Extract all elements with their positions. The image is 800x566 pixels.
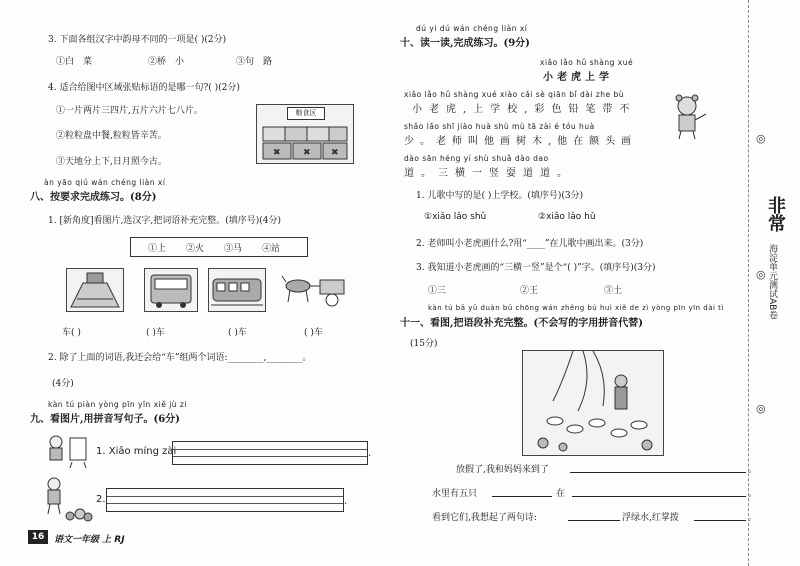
bus-picture	[144, 268, 198, 312]
s9q1-prompt: 1. Xiǎo míng zài	[96, 446, 177, 457]
spine-title: 海淀单元测试AB卷	[767, 244, 777, 320]
sec10-pinyin: dú yi dú wán chéng liàn xí	[416, 24, 528, 33]
s9q2-prompt: 2.	[96, 494, 106, 505]
poem-title: 小老虎上学	[543, 72, 613, 83]
s10q1-option-1: ①xiǎo lǎo shǔ	[424, 212, 487, 222]
boy-watering-picture	[40, 476, 94, 522]
q3-option-3: ③句 路	[236, 57, 273, 67]
guide-line	[107, 503, 343, 504]
blank-3[interactable]: ( )车	[228, 328, 247, 338]
s10q3-option-1: ①三	[428, 286, 447, 296]
fill-2-text: 水里有五只	[432, 489, 478, 499]
period-2: .	[344, 496, 348, 507]
s10q3-option-2: ②王	[520, 286, 539, 296]
poem-line-3-pinyin: dào sān héng yí shù shuǎ dào dao	[404, 154, 549, 163]
station-drawing	[67, 269, 123, 311]
blank-4[interactable]: ( )车	[304, 328, 323, 338]
page-number: 16	[28, 530, 48, 544]
fill-1-end: 。	[748, 465, 758, 475]
sec8-pinyin: àn yāo qiú wán chéng liàn xí	[44, 178, 166, 187]
period-1: .	[368, 448, 372, 459]
granary-sign: 粮食区	[287, 107, 325, 120]
fill-3-end: 。	[748, 513, 758, 523]
horse-cart-picture	[278, 268, 352, 310]
poem-line-1-pinyin: xiǎo lǎo hǔ shàng xué xiào cǎi sè qiān bǐ dài zhe bù	[404, 90, 624, 99]
q3-option-2: ②桥 小	[148, 57, 185, 67]
s10q3-option-3: ③土	[604, 286, 623, 296]
choice-2: ②火	[186, 244, 205, 254]
guide-line	[173, 456, 367, 457]
q3-title: 3. 下面各组汉字中韵母不同的一项是( )(2分)	[48, 35, 227, 45]
guide-line	[107, 496, 343, 497]
spine-mark-2: ◎	[756, 268, 766, 281]
pond-illustration	[522, 350, 664, 456]
fill-2-blank-a[interactable]	[492, 496, 552, 497]
q3-option-1: ①白 菜	[56, 57, 93, 67]
s9q1-writing-box[interactable]	[172, 441, 368, 465]
fill-2-mid: 在	[556, 489, 566, 499]
fill-1-blank[interactable]	[570, 472, 746, 473]
binding-spine	[748, 0, 800, 566]
spine-divider	[748, 0, 750, 566]
spine-mark-1: ◎	[756, 132, 766, 145]
sec11-title: 十一、看图,把语段补充完整。(不会写的字用拼音代替)	[400, 318, 643, 329]
pond-drawing	[523, 351, 663, 455]
sec10-title: 十、读一读,完成练习。(9分)	[400, 38, 530, 49]
s8q2-score: (4分)	[52, 379, 74, 389]
choice-3: ③马	[224, 244, 243, 254]
tiger-drawing	[664, 94, 710, 140]
s10q3-title: 3. 我知道小老虎画的“三横一竖”是个“( )”字。(填序号)(3分)	[416, 263, 656, 273]
s10q2-title: 2. 老师叫小老虎画什么?用“____”在儿歌中画出来。(3分)	[416, 239, 644, 249]
blank-1[interactable]: 车( )	[62, 328, 81, 338]
s8q1-title: 1. [新角度]看图片,选汉字,把词语补充完整。(填序号)(4分)	[48, 216, 281, 226]
q4-option-3: ③天地分上下,日月照今古。	[56, 157, 167, 167]
tiger-picture	[664, 94, 710, 140]
svg-text:✖: ✖	[273, 148, 281, 158]
boy-painting-picture	[44, 434, 90, 468]
s8q2-title: 2. 除了上面的词语,我还会给“车”组两个词语:________,________。	[48, 353, 312, 363]
horse-cart-drawing	[278, 268, 352, 310]
poem-line-3: 道。三横一竖耍道道。	[404, 168, 574, 179]
poem-title-pinyin: xiǎo lǎo hǔ shàng xué	[540, 58, 634, 67]
fill-2-blank-b[interactable]	[572, 496, 746, 497]
granary-bins-drawing	[257, 105, 353, 163]
svg-text:✖: ✖	[331, 148, 339, 158]
q4-title: 4. 适合给图中区域张贴标语的是哪一句?( )(2分)	[48, 83, 240, 93]
fill-3-mid: 浮绿水,红掌拨	[622, 513, 679, 523]
sec11-pinyin: kàn tú bǎ yǔ duàn bǔ chōng wán zhěng bú huì xiě de zì yòng pīn yīn dài tì	[428, 304, 724, 312]
s9q2-writing-box[interactable]	[106, 488, 344, 512]
fill-3-blank-a[interactable]	[568, 520, 620, 521]
fill-3-text: 看到它们,我想起了两句诗:	[432, 513, 537, 523]
sec9-pinyin: kàn tú piàn yòng pīn yīn xiě jù zi	[48, 400, 187, 409]
svg-text:✖: ✖	[303, 148, 311, 158]
s10q1-option-2: ②xiǎo lǎo hǔ	[538, 212, 596, 222]
poem-line-2-pinyin: shǎo lǎo shī jiào huà shù mù tā zài é tóu huà	[404, 122, 595, 131]
sec8-title: 八、按要求完成练习。(8分)	[30, 192, 157, 203]
s10q1-title: 1. 儿歌中写的是( )上学校。(填序号)(3分)	[416, 191, 584, 201]
book-label: 语文一年级 上 RJ	[54, 535, 125, 545]
choice-1: ①上	[148, 244, 167, 254]
sec11-score: (15分)	[410, 339, 438, 349]
boy-painting-drawing	[44, 434, 90, 468]
q4-option-1: ①一片两片三四片,五片六片七八片。	[56, 106, 203, 116]
blank-2[interactable]: ( )车	[146, 328, 165, 338]
guide-line	[173, 449, 367, 450]
q4-option-2: ②粒粒盘中餐,粒粒皆辛苦。	[56, 131, 167, 141]
spine-mark-3: ◎	[756, 402, 766, 415]
fill-2-end: 。	[748, 489, 758, 499]
poem-line-1: 小老虎,上学校,彩色铅笔带不	[412, 104, 637, 115]
granary-illustration	[256, 104, 354, 164]
sec9-title: 九、看图片,用拼音写句子。(6分)	[30, 414, 180, 425]
train-drawing	[209, 269, 265, 311]
bus-drawing	[145, 269, 197, 311]
choice-4: ④站	[262, 244, 281, 254]
spine-brand: 非常	[765, 196, 786, 232]
poem-line-2: 少。老师叫他画树木,他在额头画	[404, 136, 638, 147]
boy-watering-drawing	[40, 476, 94, 522]
train-picture	[208, 268, 266, 312]
fill-1-text: 放假了,我和妈妈来到了	[456, 465, 549, 475]
fill-3-blank-b[interactable]	[694, 520, 746, 521]
station-picture	[66, 268, 124, 312]
